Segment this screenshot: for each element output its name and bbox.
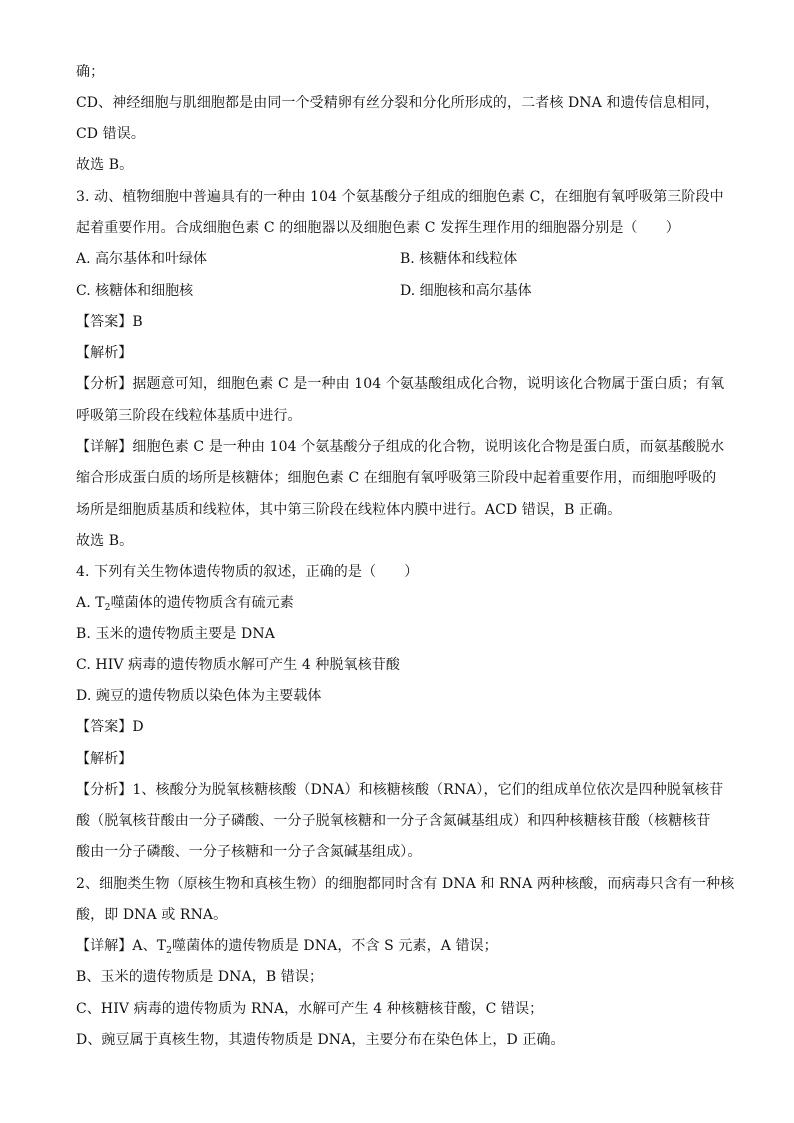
detail-text: 缩合形成蛋白质的场所是核糖体；细胞色素 C 在细胞有氧呼吸第三阶段中起着重要作用，而细胞呼吸的 xyxy=(76,470,717,486)
detail-text: 【详解】A、$T_2$噬菌体的遗传物质是 DNA，不含 S 元素，A 错误； xyxy=(76,938,498,956)
question-3-stem: 起着重要作用。合成细胞色素 C 的细胞器以及细胞色素 C 发挥生理作用的细胞器分别是（ ） xyxy=(76,220,680,236)
detail-text: B、玉米的遗传物质是 DNA，B 错误； xyxy=(76,969,324,985)
detail-text: 场所是细胞质基质和线粒体，其中第三阶段在线粒体内膜中进行。ACD 错误，B 正确。 xyxy=(76,502,622,518)
question-3-option-c: C. 核糖体和细胞核 xyxy=(76,283,194,299)
question-3-option-d: D. 细胞核和高尔基体 xyxy=(400,283,532,299)
question-4-option-d: D. 豌豆的遗传物质以染色体为主要载体 xyxy=(76,688,322,704)
detail-text: D、豌豆属于真核生物，其遗传物质是 DNA，主要分布在染色体上，D 正确。 xyxy=(76,1032,565,1048)
text-line: 故选 B。 xyxy=(76,157,134,173)
analysis-text: 【分析】据题意可知，细胞色素 C 是一种由 104 个氨基酸组成化合物，说明该化合物属于蛋白质；有氧 xyxy=(76,376,725,392)
analysis-text: 【分析】1、核酸分为脱氧核糖核酸（DNA）和核糖核酸（RNA），它们的组成单位依次是四种脱氧核苷 xyxy=(76,782,724,798)
text-line: CD 错误。 xyxy=(76,126,145,142)
question-3-option-a: A. 高尔基体和叶绿体 xyxy=(76,251,208,267)
analysis-text: 呼吸第三阶段在线粒体基质中进行。 xyxy=(76,408,302,424)
question-4-option-c: C. HIV 病毒的遗传物质水解可产生 4 种脱氧核苷酸 xyxy=(76,657,401,673)
question-4-option-a: A. $T_2$噬菌体的遗传物质含有硫元素 xyxy=(76,595,294,613)
question-4-stem: 4. 下列有关生物体遗传物质的叙述，正确的是（ ） xyxy=(76,564,419,580)
analysis-text: 酸（脱氧核苷酸由一分子磷酸、一分子脱氧核糖和一分子含氮碱基组成）和四种核糖核苷酸（核糖核苷 xyxy=(76,813,711,829)
analysis-text: 2、细胞类生物（原核生物和真核生物）的细胞都同时含有 DNA 和 RNA 两种核酸，而病毒只含有一种核 xyxy=(76,876,735,892)
analysis-text: 酸，即 DNA 或 RNA。 xyxy=(76,907,228,923)
analysis-label: 【解析】 xyxy=(76,345,133,361)
detail-text: C、HIV 病毒的遗传物质为 RNA，水解可产生 4 种核糖核苷酸，C 错误； xyxy=(76,1001,544,1017)
analysis-text: 酸由一分子磷酸、一分子核糖和一分子含氮碱基组成）。 xyxy=(76,844,422,860)
detail-text: 【详解】细胞色素 C 是一种由 104 个氨基酸分子组成的化合物，说明该化合物是蛋白质，而氨基酸脱水 xyxy=(76,439,725,455)
question-4-option-b: B. 玉米的遗传物质主要是 DNA xyxy=(76,626,275,642)
answer-label: 【答案】D xyxy=(76,719,144,735)
question-3-stem: 3. 动、植物细胞中普遍具有的一种由 104 个氨基酸分子组成的细胞色素 C，在细胞有氧呼吸第三阶段中 xyxy=(76,189,724,205)
text-line: 确； xyxy=(76,64,105,80)
question-3-option-b: B. 核糖体和线粒体 xyxy=(400,251,518,267)
answer-label: 【答案】B xyxy=(76,314,143,330)
analysis-label: 【解析】 xyxy=(76,751,133,767)
conclusion-text: 故选 B。 xyxy=(76,533,134,549)
text-line: CD、神经细胞与肌细胞都是由同一个受精卵有丝分裂和分化所形成的，二者核 DNA 和遗传信息相同， xyxy=(76,95,720,111)
